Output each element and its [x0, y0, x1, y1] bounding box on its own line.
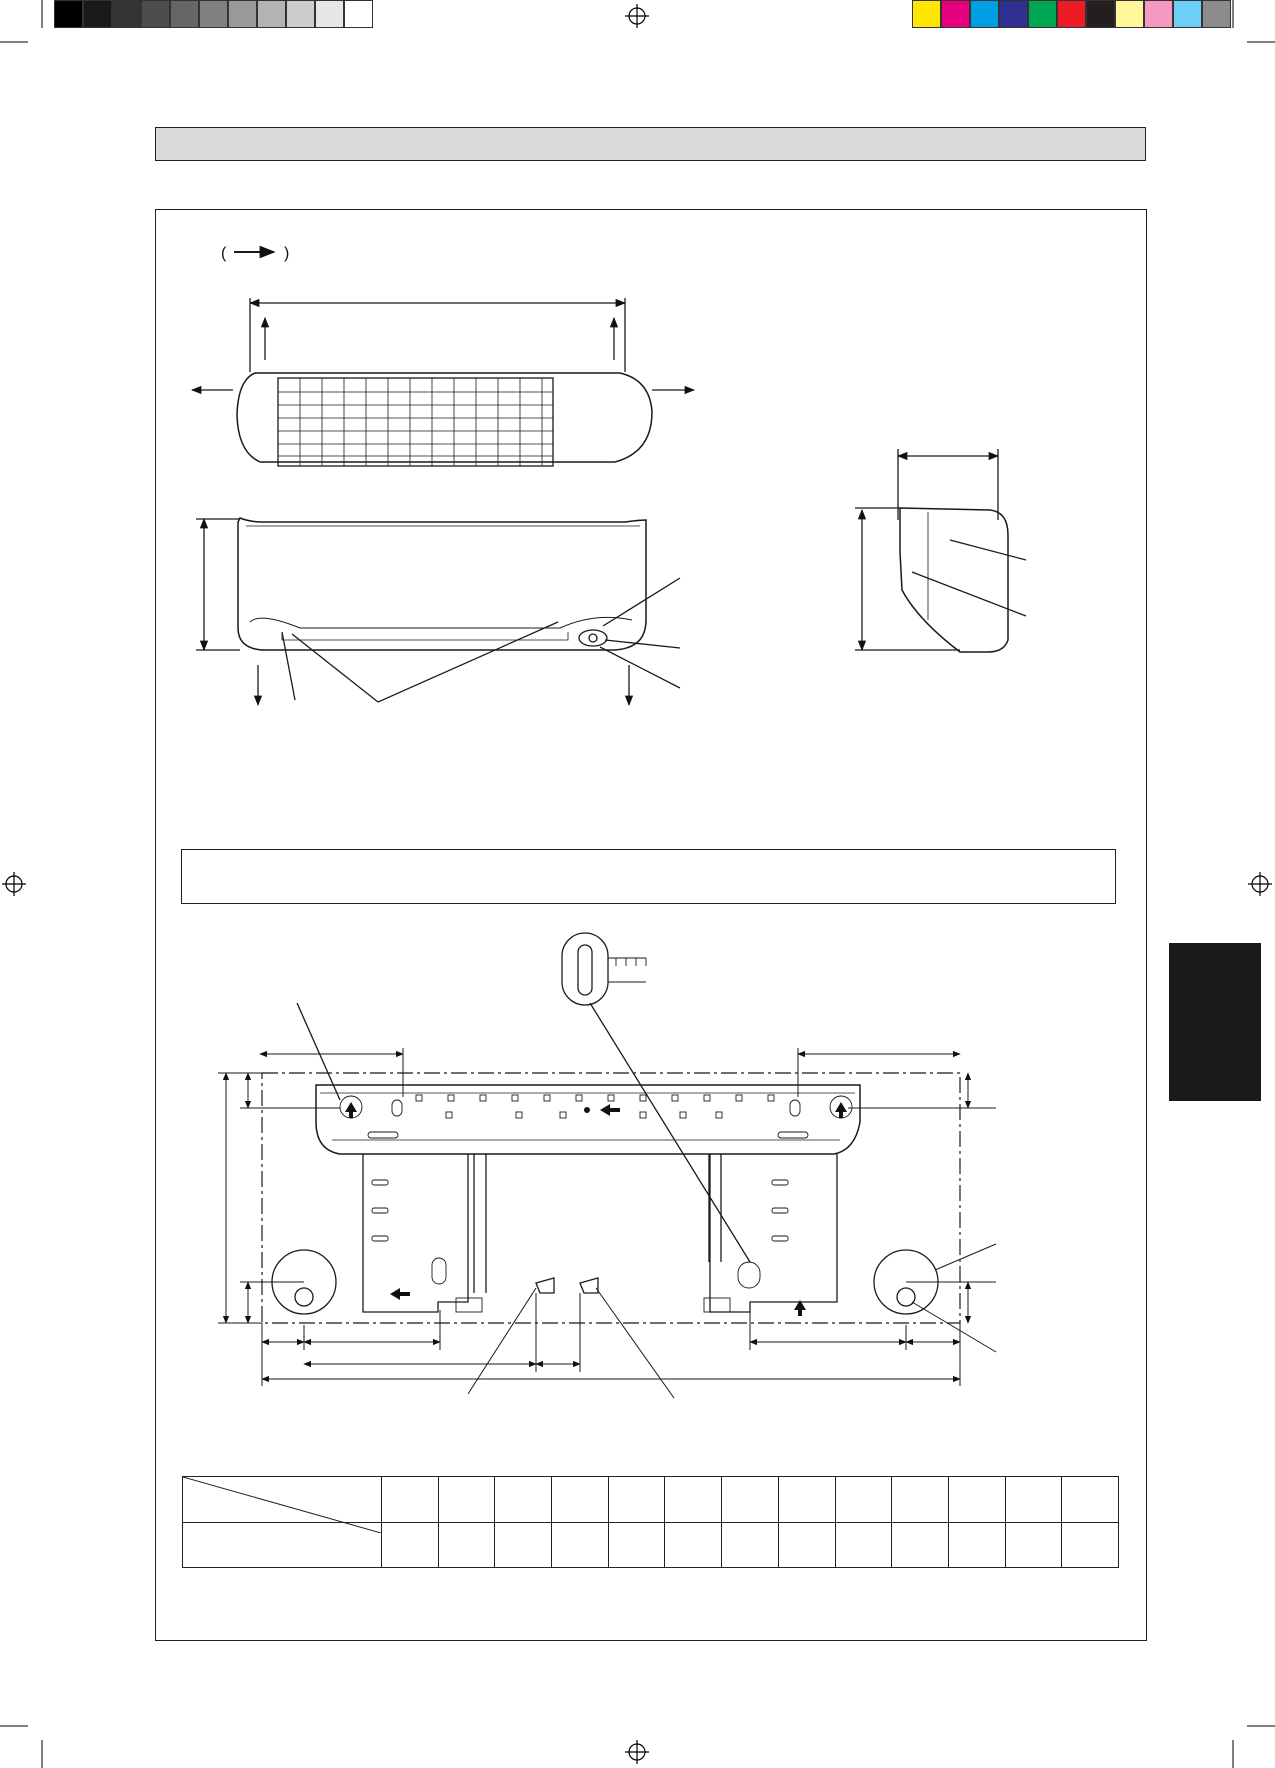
- table-cell: [552, 1477, 609, 1523]
- calibration-swatch: [228, 0, 257, 28]
- table-cell: [1005, 1477, 1062, 1523]
- calibration-swatch: [1144, 0, 1173, 28]
- table-cell: [948, 1522, 1005, 1568]
- table-cell: [1005, 1522, 1062, 1568]
- table-cell: [608, 1522, 665, 1568]
- table-cell: [778, 1522, 835, 1568]
- table-cell: [665, 1522, 722, 1568]
- table-cell: [608, 1477, 665, 1523]
- calibration-swatch: [970, 0, 999, 28]
- table-cell: [438, 1522, 495, 1568]
- table-corner-cell: [183, 1477, 382, 1523]
- table-cell: [552, 1522, 609, 1568]
- calibration-swatch: [999, 0, 1028, 28]
- table-cell: [948, 1477, 1005, 1523]
- calibration-swatch: [912, 0, 941, 28]
- calibration-swatch: [83, 0, 112, 28]
- calibration-swatch: [1173, 0, 1202, 28]
- calibration-swatch: [1086, 0, 1115, 28]
- plate-dimensions: [218, 1048, 996, 1398]
- calibration-swatch: [315, 0, 344, 28]
- indoor-unit-top-view: [192, 298, 694, 466]
- table-cell: [495, 1522, 552, 1568]
- calibration-swatch: [344, 0, 373, 28]
- calibration-swatch: [941, 0, 970, 28]
- table-cell: [892, 1477, 949, 1523]
- table-cell: [835, 1477, 892, 1523]
- table-cell: [722, 1477, 779, 1523]
- table-cell: [778, 1477, 835, 1523]
- indoor-unit-front-view: [196, 518, 680, 705]
- table-cell: [835, 1522, 892, 1568]
- right-arrow-icon: [221, 245, 289, 262]
- table-cell: [495, 1477, 552, 1523]
- calibration-swatch: [170, 0, 199, 28]
- specification-table: [182, 1476, 1119, 1568]
- calibration-swatch: [257, 0, 286, 28]
- calibration-swatch: [1202, 0, 1231, 28]
- calibration-swatch: [1115, 0, 1144, 28]
- table-cell: [1062, 1477, 1119, 1523]
- level-gauge-callout: [297, 933, 750, 1262]
- indoor-unit-side-view: [855, 449, 1026, 652]
- calibration-swatch: [54, 0, 83, 28]
- table-cell: [1062, 1522, 1119, 1568]
- installation-plate: [262, 1073, 960, 1323]
- calibration-swatch: [112, 0, 141, 28]
- calibration-swatch: [141, 0, 170, 28]
- svg-text:): ): [284, 245, 290, 262]
- calibration-swatch: [199, 0, 228, 28]
- calibration-swatch: [1057, 0, 1086, 28]
- corner-diagonal: [183, 1477, 381, 1533]
- table-cell: [892, 1522, 949, 1568]
- table-cell: [382, 1522, 439, 1568]
- table-cell: [382, 1477, 439, 1523]
- svg-text:(: (: [221, 245, 227, 262]
- table-cell: [438, 1477, 495, 1523]
- table-cell: [665, 1477, 722, 1523]
- calibration-swatch: [286, 0, 315, 28]
- table-cell: [722, 1522, 779, 1568]
- table-row: [183, 1477, 1119, 1523]
- calibration-swatch: [1028, 0, 1057, 28]
